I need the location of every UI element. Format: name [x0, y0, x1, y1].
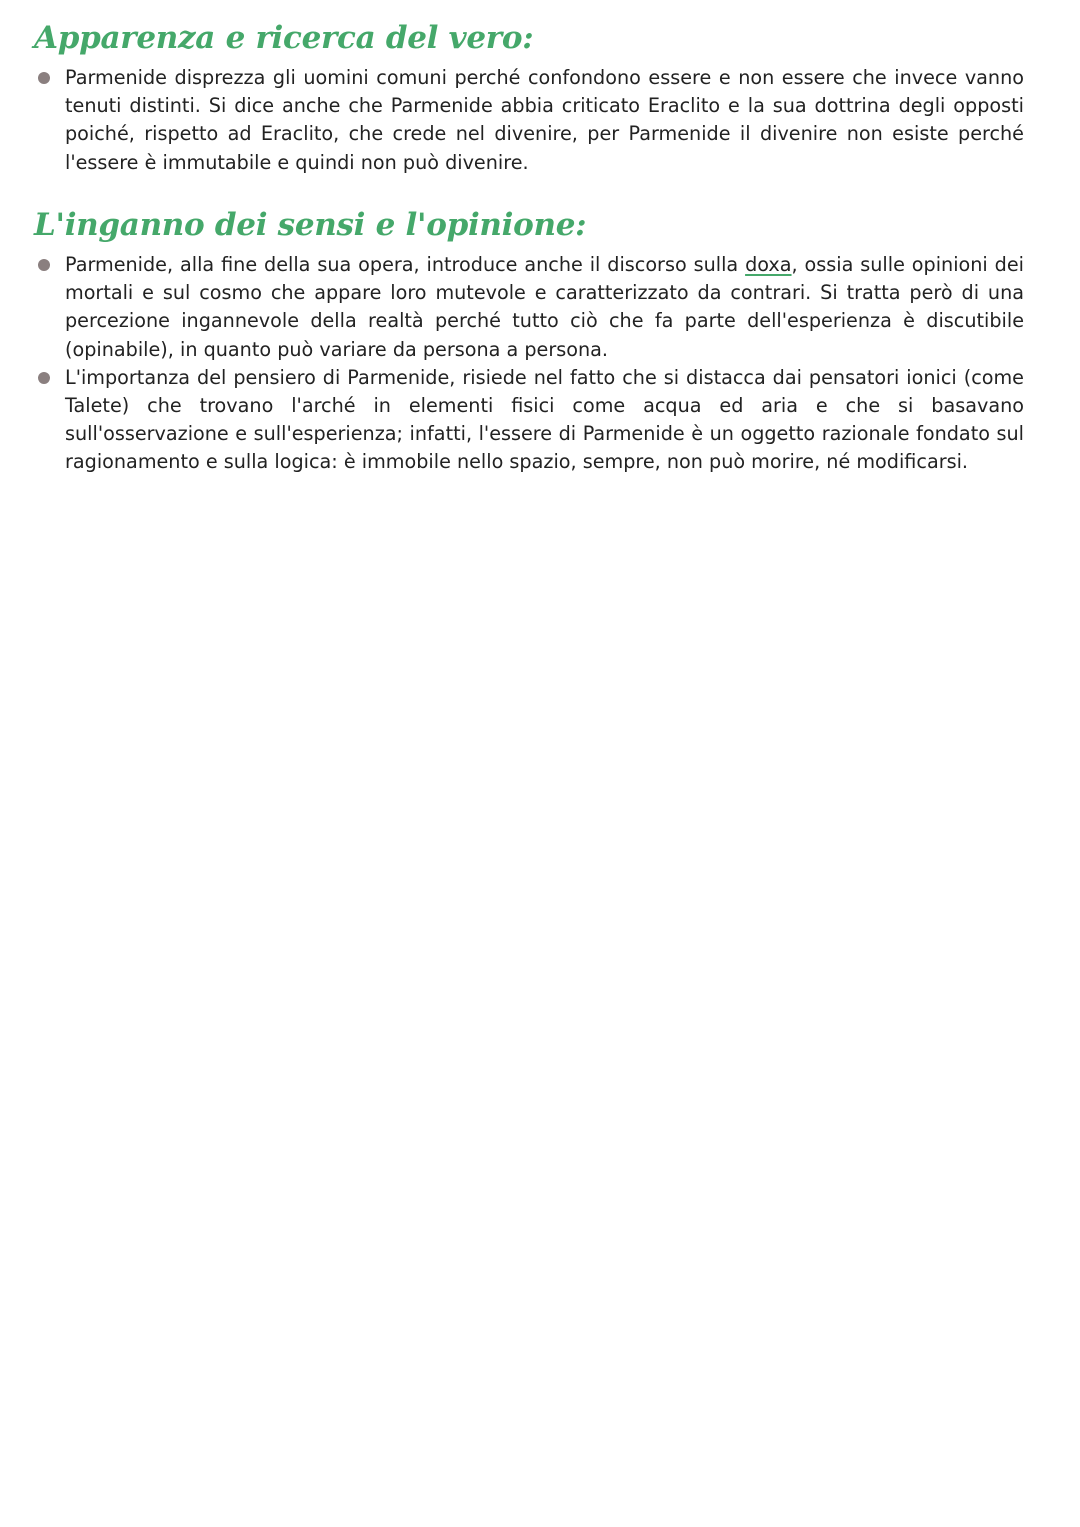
- bullet-list: [34, 64, 1024, 177]
- bullet-list: [34, 251, 1024, 477]
- section-apparenza: [34, 18, 1024, 177]
- list-item: [34, 364, 1024, 477]
- section-inganno: [34, 205, 1024, 477]
- bullet-dot-icon: [38, 259, 50, 271]
- bullet-text: Parmenide disprezza gli uomini comuni perché confondono essere e non essere che invece vanno tenuti distinti. Si dice anche che Parmenide abbia criticato Eraclito e la sua dottrina degli opposti poiché, rispetto ad Eraclito, che crede nel divenire, per Parmenide il divenire non esiste perché l'essere è immutabile e quindi non può divenire.: [65, 66, 1024, 174]
- section-heading: L'inganno dei sensi e l'opinione:: [34, 207, 587, 243]
- section-heading: Apparenza e ricerca del vero:: [34, 20, 534, 56]
- bullet-text: L'importanza del pensiero di Parmenide, risiede nel fatto che si distacca dai pensatori ionici (come Talete) che trovano l'arché in elementi fisici come acqua ed aria e che si basavano sull'osservazione e sull'esperienza; infatti, l'essere di Parmenide è un oggetto razionale fondato sul ragionamento e sulla logica: è immobile nello spazio, sempre, non può morire, né modificarsi.: [65, 365, 1024, 474]
- bullet-dot-icon: [38, 372, 50, 384]
- list-item: [34, 64, 1024, 177]
- bullet-text-after: , ossia sulle opinioni dei mortali e sul cosmo che appare loro mutevole e caratterizzato da contrari. Si tratta però di una percezione ingannevole della realtà perché tutto ciò che fa parte dell'esperienza è discutibile (opinabile), in quanto può variare da persona a persona.: [65, 253, 1024, 361]
- bullet-dot-icon: [38, 72, 50, 84]
- bullet-text-before: Parmenide, alla fine della sua opera, introduce anche il discorso sulla: [65, 253, 746, 276]
- doxa-term: doxa: [745, 253, 792, 276]
- list-item: [34, 251, 1024, 364]
